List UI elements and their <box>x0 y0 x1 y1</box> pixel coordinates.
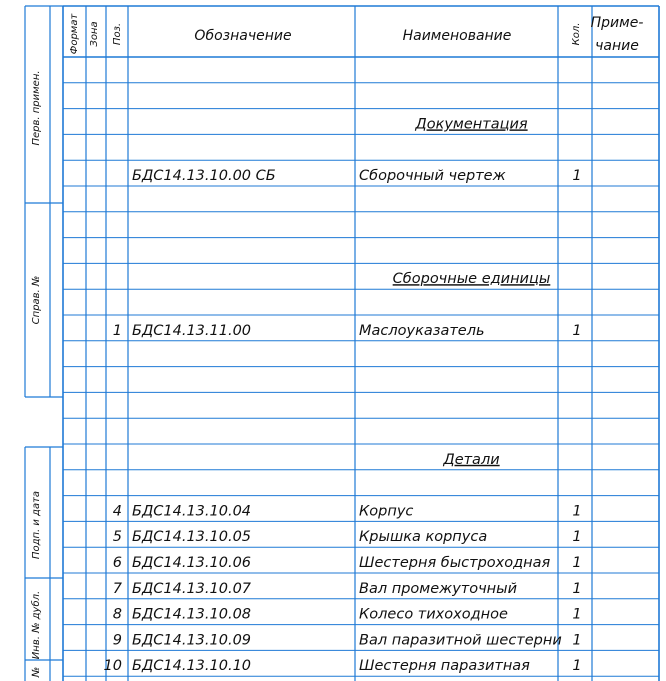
row-name: Вал промежуточный <box>359 580 518 597</box>
section-row <box>442 452 499 468</box>
row-name: Корпус <box>359 503 414 520</box>
row-position: 10 <box>103 658 122 675</box>
row-quantity: 1 <box>572 606 582 623</box>
row-name: Вал паразитной шестерни <box>359 632 562 649</box>
row-name: Колесо тихоходное <box>359 606 508 623</box>
row-designation: БДС14.13.10.06 <box>132 555 252 571</box>
row-position: 1 <box>112 322 122 339</box>
row-designation: БДС14.13.10.00 СБ <box>132 168 276 184</box>
section-row <box>393 271 551 287</box>
row-quantity: 1 <box>572 580 582 597</box>
header-name: Наименование <box>402 28 512 44</box>
header-pos: Поз. <box>112 22 123 46</box>
side-label-no: № <box>31 666 42 678</box>
table-rows <box>104 116 643 681</box>
row-quantity: 1 <box>572 168 582 184</box>
header-note-line2: чание <box>595 38 639 54</box>
row-designation: БДС14.13.11.00 <box>132 322 252 339</box>
side-label-dup-inv: Инв. № дубл. <box>31 590 42 660</box>
side-labels <box>30 70 42 678</box>
row-position: 4 <box>112 503 122 520</box>
row-position: 6 <box>112 555 122 571</box>
row-name: Крышка корпуса <box>359 529 488 546</box>
header-note-line1: Приме- <box>590 15 644 31</box>
table-row <box>132 168 582 184</box>
table-row <box>113 607 582 623</box>
side-label-sign-date: Подп. и дата <box>31 490 42 560</box>
row-position: 5 <box>112 529 122 546</box>
row-quantity: 1 <box>572 632 582 649</box>
row-position: 8 <box>112 606 122 623</box>
row-name: Маслоуказатель <box>359 322 485 339</box>
row-quantity: 1 <box>572 658 582 675</box>
row-name: Сборочный чертеж <box>359 168 506 184</box>
header-zone: Зона <box>89 21 100 47</box>
row-designation: БДС14.13.10.05 <box>132 529 252 546</box>
row-designation: БДС14.13.10.04 <box>132 503 252 520</box>
row-position: 7 <box>112 580 122 597</box>
table-row <box>113 529 582 545</box>
table-row <box>113 323 582 339</box>
row-designation: БДС14.13.10.09 <box>132 632 252 649</box>
section-row <box>414 116 528 132</box>
row-name: Шестерня паразитная <box>359 658 530 675</box>
table-row <box>113 581 582 597</box>
row-position: 9 <box>112 632 122 649</box>
table-header <box>69 13 643 55</box>
section-title: Документация <box>415 116 528 133</box>
row-designation: БДС14.13.10.08 <box>132 606 252 623</box>
table-row <box>113 632 582 648</box>
table-row <box>113 503 582 519</box>
row-quantity: 1 <box>572 555 582 571</box>
row-quantity: 1 <box>572 322 582 339</box>
row-designation: БДС14.13.10.10 <box>132 658 252 675</box>
row-quantity: 1 <box>572 529 582 546</box>
row-quantity: 1 <box>572 503 582 520</box>
header-designation: Обозначение <box>194 28 292 44</box>
side-label-reference: Справ. № <box>31 275 42 325</box>
table-grid <box>63 6 659 681</box>
header-qty: Кол. <box>571 22 582 46</box>
row-name: Шестерня быстроходная <box>359 555 551 571</box>
section-title: Сборочные единицы <box>392 271 551 288</box>
side-label-first-use: Перв. примен. <box>31 70 42 146</box>
row-designation: БДС14.13.10.07 <box>132 580 252 597</box>
table-row <box>104 658 582 674</box>
table-row <box>113 555 582 571</box>
section-title: Детали <box>443 451 500 468</box>
header-format: Формат <box>69 13 80 55</box>
